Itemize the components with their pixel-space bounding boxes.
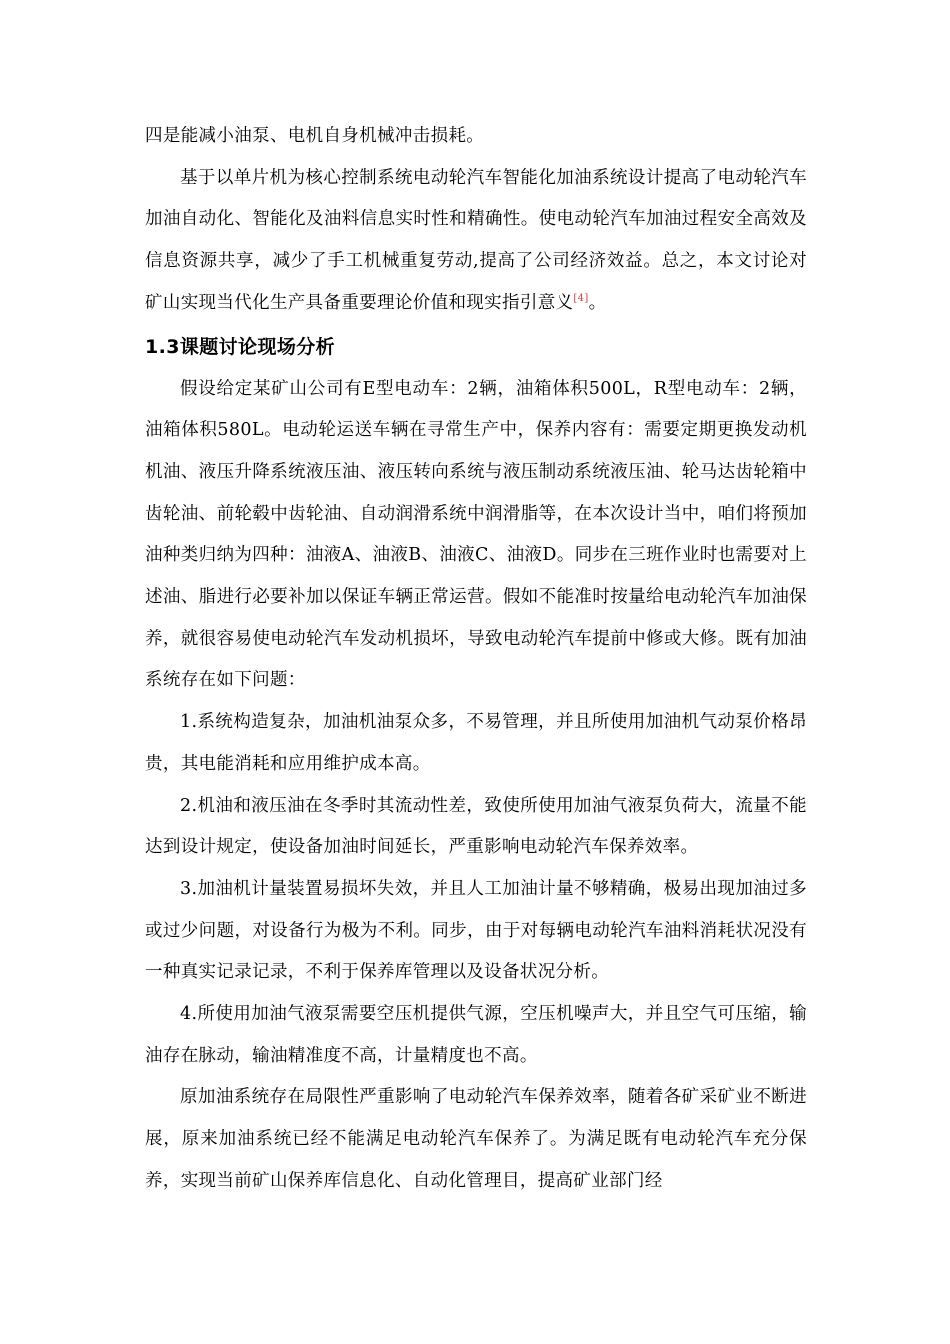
problem-item-4: 4.所使用加油气液泵需要空压机提供气源，空压机噪声大，并且空气可压缩，输油存在脉动，输油精准度不高，计量精度也不高。 bbox=[145, 1004, 807, 1066]
scenario-paragraph: 假设给定某矿山公司有E型电动车：2辆，油箱体积500L，R型电动车：2辆，油箱体积580L。电动轮运送车辆在寻常生产中，保养内容有：需要定期更换发动机机油、液压升降系统液压油、液压转向系统与液压制动系统液压油、轮马达齿轮箱中齿轮油、前轮毂中齿轮油、自动润滑系统中润滑脂等，在本次设计当中，咱们将预加油种类归纳为四种：油液A、油液B、油液C、油液D。同步在三班作业时也需要对上述油、脂进行必要补加以保证车辆正常运营。假如不能准时按量给电动轮汽车加油保养，就很容易使电动轮汽车发动机损坏，导致电动轮汽车提前中修或大修。既有加油系统存在如下问题： bbox=[145, 378, 807, 691]
problem-item-1: 1.系统构造复杂，加油机油泵众多，不易管理，并且所使用加油机气动泵价格昂贵，其电能消耗和应用维护成本高。 bbox=[145, 712, 807, 774]
section-heading: 1.3课题讨论现场分析 bbox=[145, 335, 336, 358]
problem-item-3: 3.加油机计量装置易损坏失效，并且人工加油计量不够精确，极易出现加油过多或过少问题，对设备行为极为不利。同步，由于对每辆电动轮汽车油料消耗状况没有一种真实记录记录，不利于保养库管理以及设备状况分析。 bbox=[145, 878, 807, 983]
citation-reference[interactable]: [4] bbox=[573, 292, 589, 304]
summary-paragraph bbox=[145, 158, 807, 325]
document-body bbox=[145, 116, 807, 1203]
conclusion-paragraph: 原加油系统存在局限性严重影响了电动轮汽车保养效率，随着各矿采矿业不断进展，原来加油系统已经不能满足电动轮汽车保养了。为满足既有电动轮汽车充分保养，实现当前矿山保养库信息化、自动化管理目，提高矿业部门经 bbox=[145, 1087, 807, 1191]
summary-text: 基于以单片机为核心控制系统电动轮汽车智能化加油系统设计提高了电动轮汽车加油自动化、智能化及油料信息实时性和精确性。使电动轮汽车加油过程安全高效及信息资源共享，减少了手工机械重复劳动,提高了公司经济效益。总之，本文讨论对矿山实现当代化生产具备重要理论价值和现实指引意义 bbox=[145, 167, 807, 313]
summary-end: 。 bbox=[588, 292, 607, 313]
intro-tail-paragraph: 四是能减小油泵、电机自身机械冲击损耗。 bbox=[145, 126, 485, 146]
problem-item-2: 2.机油和液压油在冬季时其流动性差，致使所使用加油气液泵负荷大，流量不能达到设计规定，使设备加油时间延长，严重影响电动轮汽车保养效率。 bbox=[145, 795, 807, 858]
